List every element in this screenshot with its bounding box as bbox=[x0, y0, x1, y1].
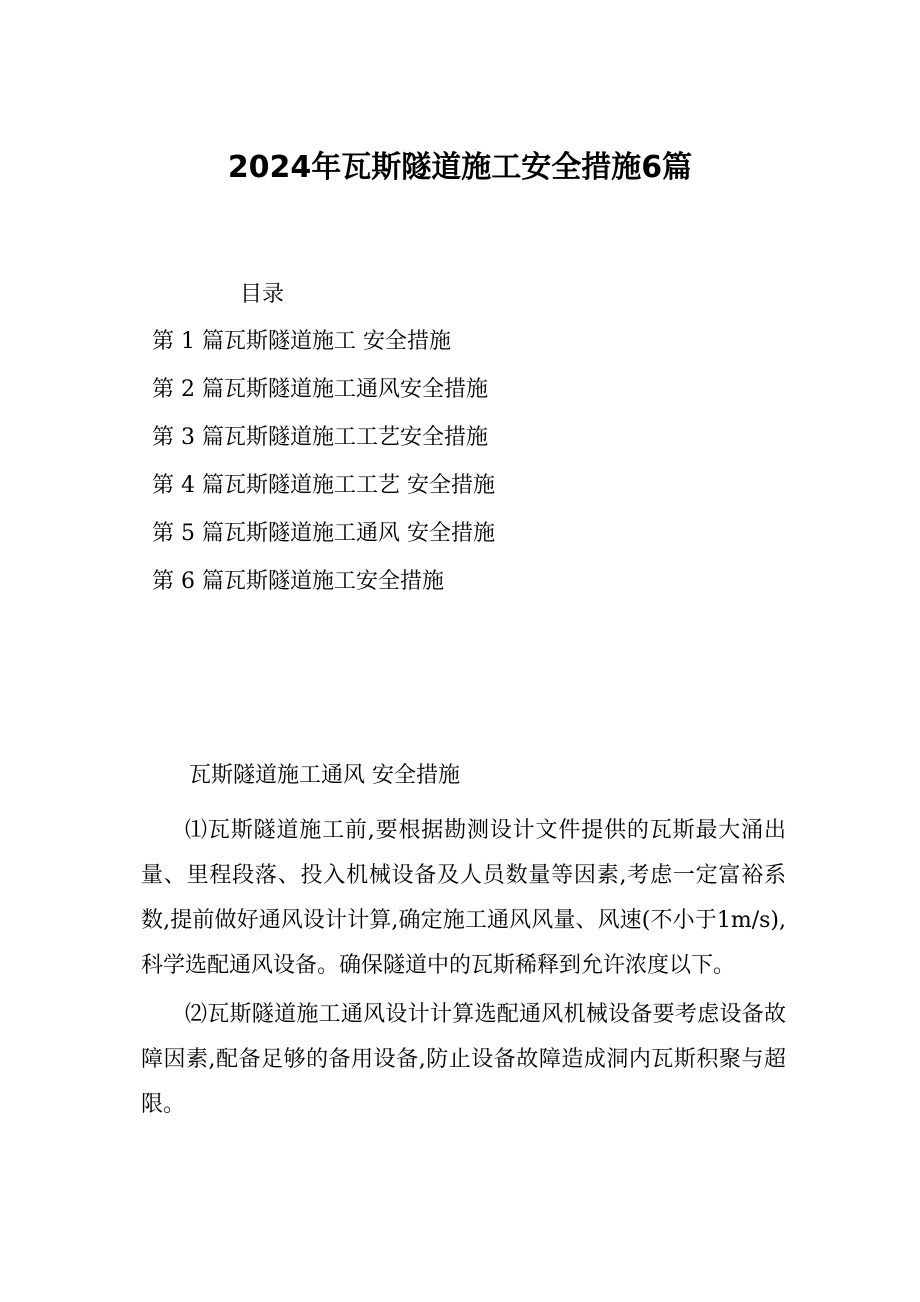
toc-item-2: 第 2 篇瓦斯隧道施工通风安全措施 bbox=[152, 377, 488, 402]
paragraph-2: ⑵瓦斯隧道施工通风设计计算选配通风机械设备要考虑设备故障因素,配备足够的备用设备,防止设备故障造成洞内瓦斯积聚与超限。 bbox=[141, 1002, 786, 1117]
toc-heading: 目录 bbox=[240, 282, 285, 307]
toc-item-4: 第 4 篇瓦斯隧道施工工艺 安全措施 bbox=[152, 473, 495, 498]
section-title: 瓦斯隧道施工通风 安全措施 bbox=[189, 763, 460, 788]
toc-item-6: 第 6 篇瓦斯隧道施工安全措施 bbox=[152, 569, 444, 594]
paragraph-1: ⑴瓦斯隧道施工前,要根据勘测设计文件提供的瓦斯最大涌出量、里程段落、投入机械设备及人员数量等因素,考虑一定富裕系数,提前做好通风设计计算,确定施工通风风量、风速(不小于1m/s),科学选配通风设备。确保隧道中的瓦斯稀释到允许浓度以下。 bbox=[141, 818, 786, 978]
section-ventilation bbox=[141, 760, 786, 1131]
table-of-contents bbox=[152, 326, 495, 614]
document-title: 2024年瓦斯隧道施工安全措施6篇 bbox=[227, 150, 693, 185]
toc-item-1: 第 1 篇瓦斯隧道施工 安全措施 bbox=[152, 329, 451, 354]
toc-item-5: 第 5 篇瓦斯隧道施工通风 安全措施 bbox=[152, 521, 495, 546]
toc-item-3: 第 3 篇瓦斯隧道施工工艺安全措施 bbox=[152, 425, 488, 450]
